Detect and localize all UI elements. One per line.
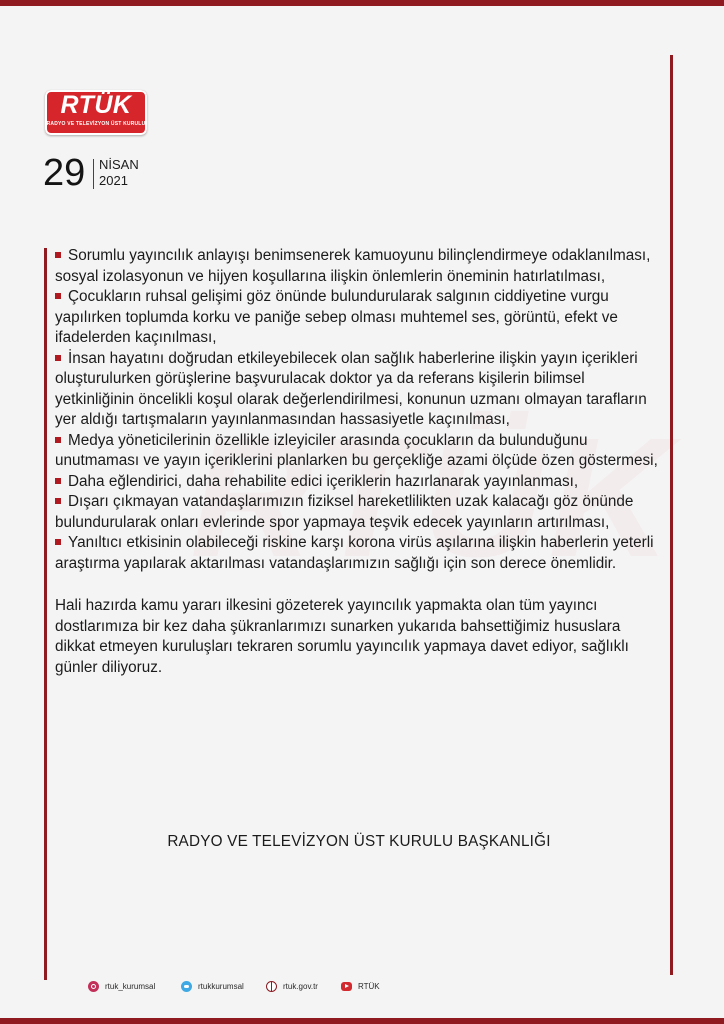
signature: RADYO VE TELEVİZYON ÜST KURULU BAŞKANLIĞI — [167, 833, 551, 850]
list-item — [55, 533, 663, 574]
list-item — [55, 472, 663, 493]
youtube-channel: RTÜK — [358, 982, 380, 991]
bullet-square-icon — [55, 437, 61, 443]
date-separator — [93, 159, 94, 189]
bullet-square-icon — [55, 478, 61, 484]
press-release-body — [55, 246, 663, 678]
website-url: rtuk.gov.tr — [283, 982, 318, 991]
bullet-text: Medya yöneticilerinin özellikle izleyiciler arasında çocukların da bulunduğunu unutmaması ve yayın içeriklerini planlarken bu gerçekliğe azami ölçüde özen göstermesi, — [55, 431, 658, 469]
bullet-text: Dışarı çıkmayan vatandaşlarımızın fiziksel hareketlilikten uzak kalacağı göz önünde bulundurularak onları evlerinde spor yapmaya teşvik edecek yayınların artırılması, — [55, 493, 634, 531]
bullet-square-icon — [55, 252, 61, 258]
youtube-icon — [341, 982, 352, 991]
bullet-square-icon — [55, 293, 61, 299]
date-month: NİSAN — [99, 157, 139, 172]
bullet-text: İnsan hayatını doğrudan etkileyebilecek olan sağlık haberlerine ilişkin yayın içerikleri oluşturulurken görüşlerine başvurulacak doktor ya da referans kişilerin bilimsel yetkinliğinin öncelikli koşul olarak değerlendirilmesi, konunun uzmanı olmayan tarafların yer aldığı tartışmaların yayınlanmasından hassasiyetle kaçınılması, — [55, 349, 647, 428]
bullet-text: Yanıltıcı etkisinin olabileceği riskine karşı korona virüs aşılarına ilişkin haberlerin yeterli araştırma yapılarak aktarılması vatandaşlarımızın sağlığı için son derece önemlidir. — [55, 534, 654, 572]
list-item — [55, 246, 663, 287]
bullet-square-icon — [55, 498, 61, 504]
date-day: 29 — [43, 152, 86, 194]
date-year: 2021 — [99, 173, 128, 188]
instagram-icon — [88, 981, 99, 992]
bullet-square-icon — [55, 539, 61, 545]
logo-wordmark: RTÜK — [60, 91, 132, 119]
list-item — [55, 431, 663, 472]
list-item — [55, 349, 663, 431]
rtuk-logo — [45, 90, 147, 135]
instagram-handle: rtuk_kurumsal — [105, 982, 156, 991]
bullet-square-icon — [55, 355, 61, 361]
bullet-list — [55, 246, 663, 574]
bottom-border — [0, 1018, 724, 1024]
twitter-icon — [181, 981, 192, 992]
closing-paragraph: Hali hazırda kamu yararı ilkesini gözeterek yayıncılık yapmakta olan tüm yayıncı dostlarımıza bir kez daha şükranlarımızı sunarken yukarıda bahsettiğimiz hususlara dikkat etmeyen kuruluşları tekraren sorumlu yayıncılık yapmaya davet ediyor, sağlıklı günler diliyoruz. — [55, 597, 629, 676]
left-vertical-rule — [44, 248, 47, 980]
bullet-text: Daha eğlendirici, daha rehabilite edici içeriklerin hazırlanarak yayınlanması, — [68, 472, 579, 490]
list-item — [55, 287, 663, 349]
globe-icon — [266, 981, 277, 992]
top-border — [0, 0, 724, 6]
list-item — [55, 492, 663, 533]
twitter-handle: rtukkurumsal — [198, 982, 244, 991]
logo-subtitle: RADYO VE TELEVİZYON ÜST KURULU — [46, 121, 146, 127]
bullet-text: Sorumlu yayıncılık anlayışı benimsenerek kamuoyunu bilinçlendirmeye odaklanılması, sosyal izolasyonun ve hijyen koşullarına ilişkin önlemlerin öneminin hatırlatılması, — [55, 247, 651, 285]
bullet-text: Çocukların ruhsal gelişimi göz önünde bulundurularak salgının ciddiyetine vurgu yapılırken toplumda korku ve paniğe sebep olması muhtemel ses, görüntü, efekt ve ifadelerden kaçınılması, — [55, 288, 618, 346]
